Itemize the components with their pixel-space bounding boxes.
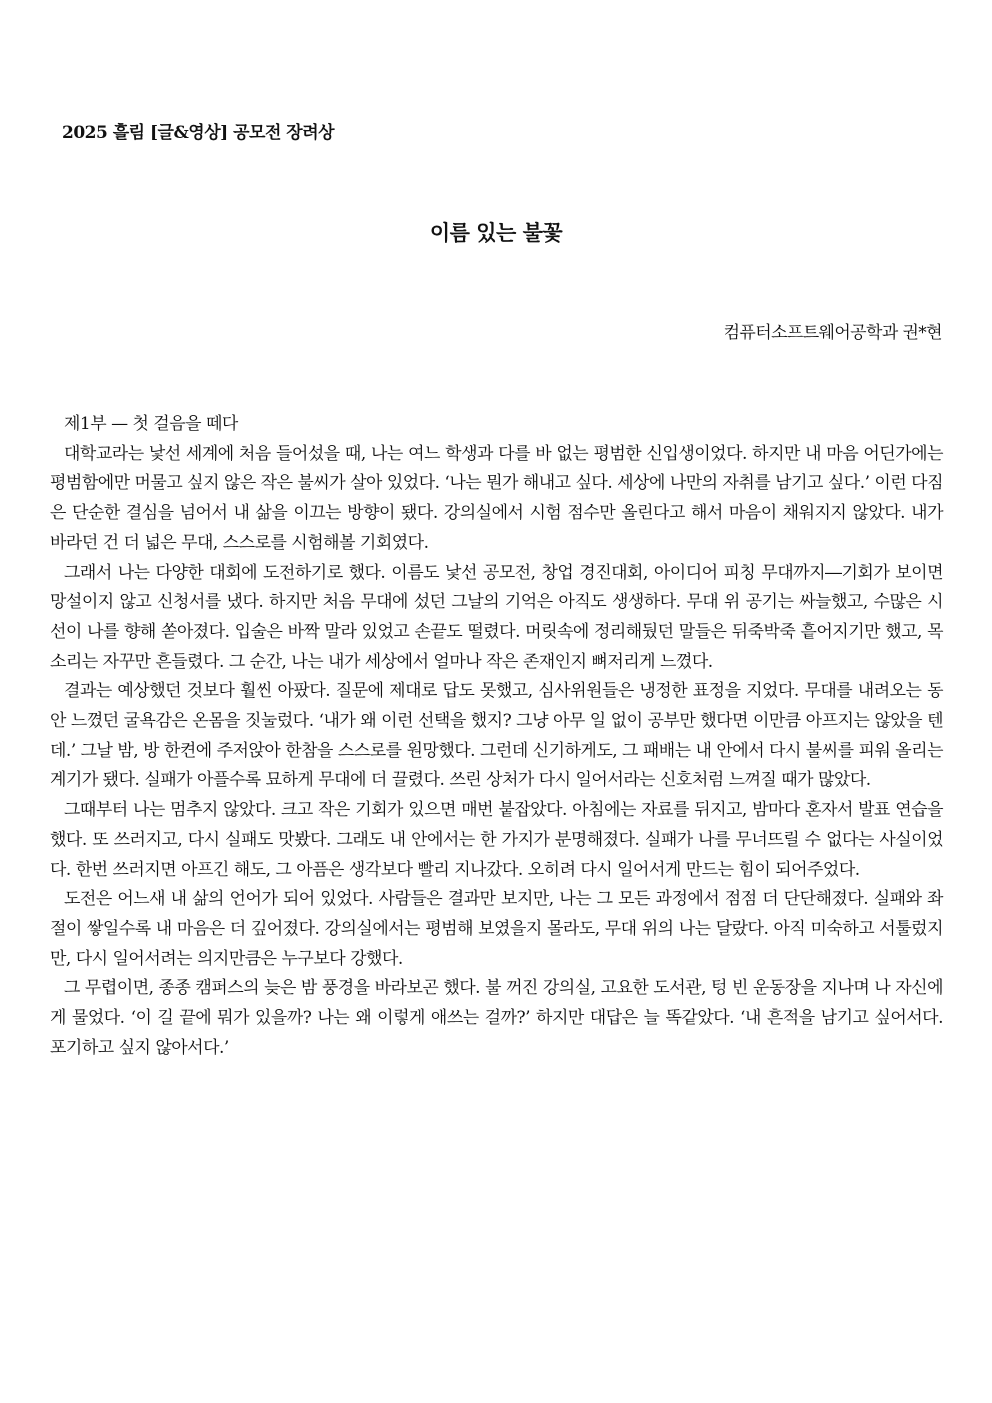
paragraph: 결과는 예상했던 것보다 훨씬 아팠다. 질문에 제대로 답도 못했고, 심사위원들은 냉정한 표정을 지었다. 무대를 내려오는 동안 느꼈던 굴욕감은 온몸을 짓눌렀다. ‘내가 왜 이런 선택을 했지? 그냥 아무 일 없이 공부만 했다면 이만큼 아프지는 않았을 텐데.’ 그날 밤, 방 한켠에 주저앉아 한참을 스스로를 원망했다. 그런데 신기하게도, 그 패배는 내 안에서 다시 불씨를 피워 올리는 계기가 됐다. 실패가 아플수록 묘하게 무대에 더 끌렸다. 쓰린 상처가 다시 일어서라는 신호처럼 느껴질 때가 많았다. xyxy=(50,681,943,791)
paragraph: 그 무렵이면, 종종 캠퍼스의 늦은 밤 풍경을 바라보곤 했다. 불 꺼진 강의실, 고요한 도서관, 텅 빈 운동장을 지나며 나 자신에게 물었다. ‘이 길 끝에 뭐가 있을까? 나는 왜 이렇게 애쓰는 걸까?’ 하지만 대답은 늘 똑같았다. ‘내 흔적을 남기고 싶어서다. 포기하고 싶지 않아서다.’ xyxy=(50,978,943,1058)
essay-title: 이름 있는 불꽃 xyxy=(429,220,563,245)
essay-body xyxy=(50,410,943,1063)
section-heading: 제1부 — 첫 걸음을 떼다 xyxy=(64,414,238,434)
award-line: 2025 흘림 [글&영상] 공모전 장려상 xyxy=(62,123,335,143)
paragraph: 그때부터 나는 멈추지 않았다. 크고 작은 기회가 있으면 매번 붙잡았다. 아침에는 자료를 뒤지고, 밤마다 혼자서 발표 연습을 했다. 또 쓰러지고, 다시 실패도 맛봤다. 그래도 내 안에서는 한 가지가 분명해졌다. 실패가 나를 무너뜨릴 수 없다는 사실이었다. 한번 쓰러지면 아프긴 해도, 그 아픔은 생각보다 빨리 지나갔다. 오히려 다시 일어서게 만드는 힘이 되어주었다. xyxy=(50,800,944,880)
paragraph: 그래서 나는 다양한 대회에 도전하기로 했다. 이름도 낯선 공모전, 창업 경진대회, 아이디어 피칭 무대까지―기회가 보이면 망설이지 않고 신청서를 냈다. 하지만 처음 무대에 섰던 그날의 기억은 아직도 생생하다. 무대 위 공기는 싸늘했고, 수많은 시선이 나를 향해 쏟아졌다. 입술은 바짝 말라 있었고 손끝도 떨렸다. 머릿속에 정리해뒀던 말들은 뒤죽박죽 흩어지기만 했고, 목소리는 자꾸만 흔들렸다. 그 순간, 나는 내가 세상에서 얼마나 작은 존재인지 뼈저리게 느꼈다. xyxy=(50,562,943,672)
paragraph: 도전은 어느새 내 삶의 언어가 되어 있었다. 사람들은 결과만 보지만, 나는 그 모든 과정에서 점점 더 단단해졌다. 실패와 좌절이 쌓일수록 내 마음은 더 깊어졌다. 강의실에서는 평범해 보였을지 몰라도, 무대 위의 나는 달랐다. 아직 미숙하고 서툴렀지만, 다시 일어서려는 의지만큼은 누구보다 강했다. xyxy=(50,889,943,969)
author-line: 컴퓨터소프트웨어공학과 권*현 xyxy=(723,323,942,343)
paragraph: 대학교라는 낯선 세계에 처음 들어섰을 때, 나는 여느 학생과 다를 바 없는 평범한 신입생이었다. 하지만 내 마음 어딘가에는 평범함에만 머물고 싶지 않은 작은 불씨가 살아 있었다. ‘나는 뭔가 해내고 싶다. 세상에 나만의 자취를 남기고 싶다.’ 이런 다짐은 단순한 결심을 넘어서 내 삶을 이끄는 방향이 됐다. 강의실에서 시험 점수만 올린다고 해서 마음이 채워지지 않았다. 내가 바라던 건 더 넓은 무대, 스스로를 시험해볼 기회였다. xyxy=(50,443,943,553)
